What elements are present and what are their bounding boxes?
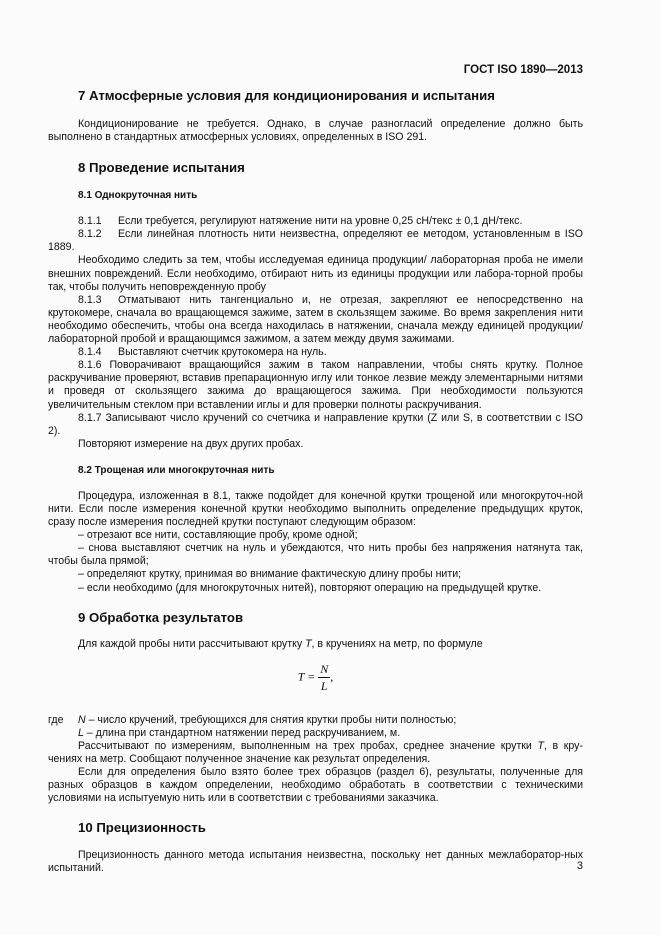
section-10-text: Прецизионность данного метода испытания неизвестна, поскольку нет данных межлаборатор-ных испытаний. (48, 849, 583, 875)
formula-legend-l: L – длина при стандартном натяжении перед раскручиванием, м. (78, 726, 401, 739)
paragraph-8-1-6: 8.1.6 Поворачивают вращающийся зажим в таком направлении, чтобы снять крутку. Полное раскручивание проверяют, вставив препарационную иглу или тонкое лезвие между элементарными нитями и проведя от скользящего зажима до вращающегося зажима. При необходимости пользуются увеличительным стеклом при вставлении иглы и для проверки полноты раскручивания. (48, 359, 583, 411)
page-content (48, 84, 583, 876)
paragraph-8-1-1: 8.1.1 Если требуется, регулируют натяжение нити на уровне 0,25 сН/текс ± 0,1 дН/текс. (78, 215, 523, 228)
section-9-paragraph-2: Рассчитывают по измерениям, выполненным на трех пробах, среднее значение крутки T, в кру-чениях на метр. Сообщают полученное значение как результат определения. (48, 739, 583, 765)
section-9-paragraph-3: Если для определения было взято более трех образцов (раздел 6), результаты, полученные для разных образцов в каждом определении, необходимо обработать в соответствии с техническими условиями на испытуемую нить или в соответствии с требованиями заказчика. (48, 766, 583, 805)
formula-legend-n: где N – число кручений, требующихся для снятия крутки пробы нити полностью; (48, 713, 457, 726)
formula-end: , (330, 668, 334, 683)
paragraph-8-1-3: 8.1.3 Отматывают нить тангенциально и, не отрезая, закрепляют ее непосредственно на крутокомере, сначала во вращающемся зажиме, затем в скользящем зажиме. Во время закрепления нити необходимо обеспечить, чтобы она всегда находилась в натяжении, сначала между единицей продукции/ лабораторной пробой и вращающимся зажимом, а затем между двумя зажимами. (48, 293, 583, 346)
list-item: – определяют крутку, принимая во внимание фактическую длину пробы нити; (78, 568, 462, 581)
formula-numerator: N (320, 661, 329, 676)
section-10-title: 10 Прецизионность (78, 820, 206, 836)
page-number: 3 (576, 860, 583, 872)
section-8-title: 8 Проведение испытания (78, 160, 245, 176)
list-item: – если необходимо (для многокруточных нитей), повторяют операцию на предыдущей крутке. (78, 581, 542, 594)
section-7-text: Кондиционирование не требуется. Однако, в случае разногласий определение должно быть выполнено в стандартных атмосферных условиях, определенных в ISO 291. (48, 118, 583, 144)
formula-lhs: T = (297, 668, 316, 683)
subsection-8-1-title: 8.1 Однокруточная нить (78, 190, 198, 202)
list-item: – отрезают все нити, составляющие пробу, кроме одной; (78, 529, 358, 542)
paragraph-number: 8.1.3 (78, 293, 102, 306)
paragraph-8-1-2-cont: Необходимо следить за тем, чтобы исследуемая единица продукции/ лабораторная проба не имели внешних повреждений. Если необходимо, отбирают нить из единицы продукции или лабора-торной пробы так, чтобы получить неповрежденную пробу (48, 254, 583, 293)
twist-formula (48, 661, 583, 701)
subsection-8-2-title: 8.2 Трощеная или многокруточная нить (78, 464, 275, 476)
paragraph-8-1-7-cont: Повторяют измерение на двух других пробах. (78, 437, 304, 450)
paragraph-8-1-4: 8.1.4 Выставляют счетчик крутокомера на нуль. (78, 346, 327, 359)
paragraph-number: 8.1.4 (78, 346, 102, 359)
formula-fraction (318, 661, 330, 694)
paragraph-number: 8.1.2 (78, 228, 102, 241)
paragraph-number: 8.1.1 (78, 215, 102, 228)
section-7-title: 7 Атмосферные условия для кондиционирования и испытания (78, 88, 495, 103)
paragraph-8-1-2: 8.1.2 Если линейная плотность нити неизвестна, определяют ее методом, установленным в ISO 1889. (48, 228, 583, 254)
formula-denominator: L (320, 678, 328, 693)
standard-code: ГОСТ ISO 1890—2013 (463, 64, 583, 76)
paragraph-8-2: Процедура, изложенная в 8.1, также подойдет для конечной крутки трощеной или многокруточ-ной нити. Если после измерения конечной крутки необходимо выполнить определение предыдущих круток, сразу после измерения последней крутки поступают следующим образом: (48, 489, 583, 529)
section-9-intro: Для каждой пробы нити рассчитывают крутку T, в кручениях на метр, по формуле (78, 637, 483, 650)
where-label: где (48, 713, 64, 726)
section-9-title: 9 Обработка результатов (78, 609, 244, 625)
list-item: – снова выставляют счетчик на нуль и убеждаются, что нить пробы без напряжения натянута так, чтобы была прямой; (48, 542, 583, 568)
paragraph-8-1-7: 8.1.7 Записывают число кручений со счетчика и направление крутки (Z или S, в соответствии с ISO 2). (48, 411, 583, 437)
